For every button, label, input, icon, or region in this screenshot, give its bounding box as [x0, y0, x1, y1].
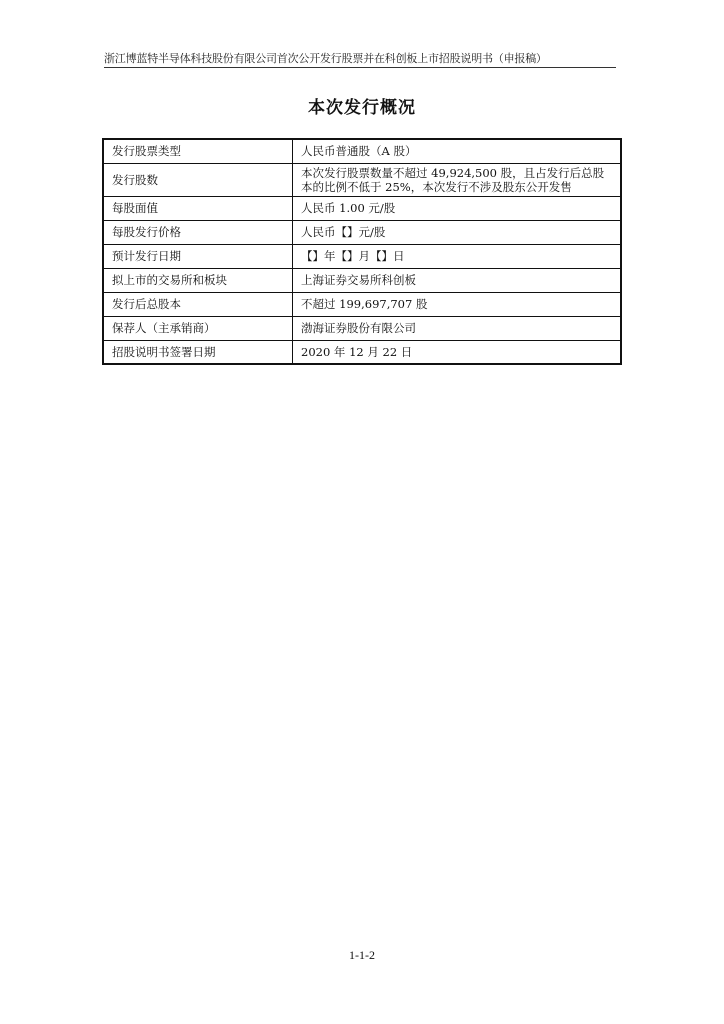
running-header: 浙江博蓝特半导体科技股份有限公司首次公开发行股票并在科创板上市招股说明书（申报稿）: [104, 52, 547, 65]
row-value: 人民币【】元/股: [293, 220, 622, 244]
row-label: 每股面值: [103, 196, 293, 220]
page-title: 本次发行概况: [308, 98, 416, 118]
row-value: 人民币普通股（A 股）: [293, 139, 622, 163]
row-label: 拟上市的交易所和板块: [103, 268, 293, 292]
row-label: 保荐人（主承销商）: [103, 316, 293, 340]
page-number: 1-1-2: [349, 948, 375, 962]
table-row: [103, 220, 621, 244]
offering-overview-table: [102, 138, 622, 365]
table-row: [103, 163, 621, 196]
row-label: 每股发行价格: [103, 220, 293, 244]
row-label: 预计发行日期: [103, 244, 293, 268]
row-value: 渤海证券股份有限公司: [293, 316, 622, 340]
row-value: 人民币 1.00 元/股: [293, 196, 622, 220]
table-row: [103, 292, 621, 316]
table-row: [103, 268, 621, 292]
row-label: 发行后总股本: [103, 292, 293, 316]
table-row: [103, 196, 621, 220]
row-value: 上海证券交易所科创板: [293, 268, 622, 292]
row-value: 【】年【】月【】日: [293, 244, 622, 268]
row-label: 发行股票类型: [103, 139, 293, 163]
table-row: [103, 316, 621, 340]
row-label: 招股说明书签署日期: [103, 340, 293, 364]
table-row: [103, 340, 621, 364]
table-row: [103, 244, 621, 268]
table-row: [103, 139, 621, 163]
row-value: 2020 年 12 月 22 日: [293, 340, 622, 364]
row-value: 本次发行股票数量不超过 49,924,500 股，且占发行后总股本的比例不低于 25%，本次发行不涉及股东公开发售: [293, 163, 622, 196]
row-value: 不超过 199,697,707 股: [293, 292, 622, 316]
header-divider: [104, 67, 616, 68]
row-label: 发行股数: [103, 163, 293, 196]
